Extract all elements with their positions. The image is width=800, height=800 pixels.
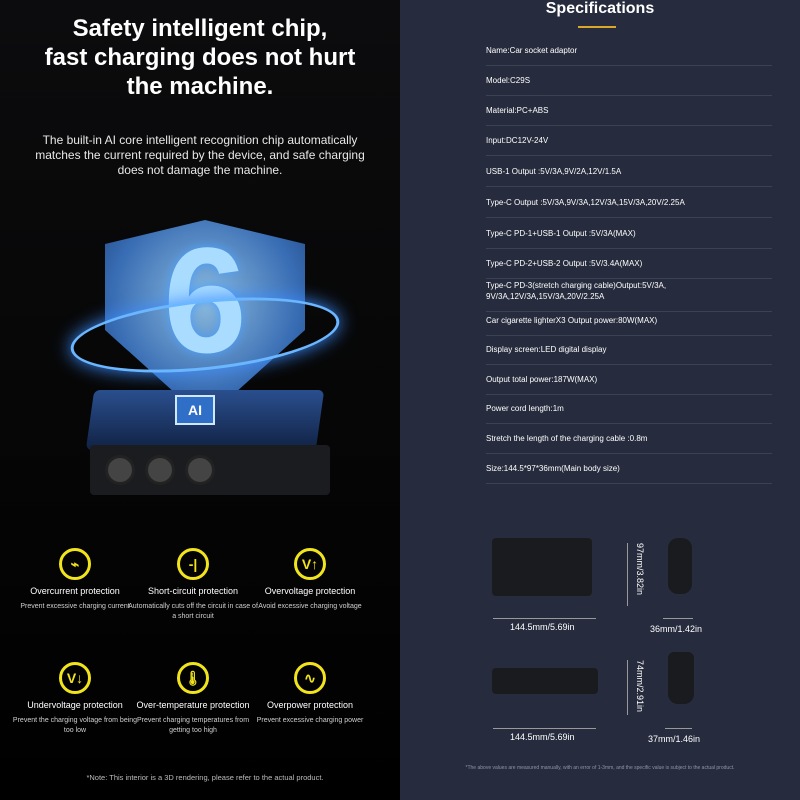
spec-row: Input:DC12V-24V (486, 135, 772, 156)
spec-row: Type-C PD-1+USB-1 Output :5V/3A(MAX) (486, 228, 772, 249)
headline: Safety intelligent chip, fast charging does not hurt the machine. (44, 15, 356, 100)
ai-chip-icon: AI (175, 395, 215, 425)
feature-description: Avoid excessive charging voltage (258, 603, 362, 610)
spec-row: Size:144.5*97*36mm(Main body size) (486, 463, 772, 484)
feature-name: Undervoltage protection (27, 700, 123, 710)
spec-row: Name:Car socket adaptor (486, 45, 772, 66)
headline-description: The built-in AI core intelligent recognition chip automatically matches the current required by the device, and safe charging does not damage the machine. (35, 133, 365, 177)
dim-line (665, 728, 692, 729)
spec-row: Stretch the length of the charging cable :0.8m (486, 433, 772, 454)
spec-row: Power cord length:1m (486, 403, 772, 424)
specs-title: Specifications (545, 0, 655, 17)
voltage-up-icon: V↑ (294, 548, 326, 580)
shield-pulse-icon: ⌁ (59, 548, 91, 580)
feature-item (245, 548, 375, 612)
dim-line (663, 618, 693, 619)
feature-item (10, 662, 140, 736)
spec-row: Type-C PD-2+USB-2 Output :5V/3.4A(MAX) (486, 258, 772, 279)
dim-top-width: 144.5mm/5.69in (510, 622, 575, 632)
thermometer-icon: 🌡 (177, 662, 209, 694)
dim-side-width: 36mm/1.42in (650, 624, 703, 634)
feature-name: Overpower protection (266, 700, 354, 710)
feature-name: Over-temperature protection (136, 700, 250, 710)
feature-item (10, 548, 140, 612)
spec-row: Type-C Output :5V/3A,9V/3A,12V/3A,15V/3A,20V/2.25A (486, 197, 772, 218)
front-view-product (492, 668, 598, 694)
spec-row: Car cigarette lighterX3 Output power:80W(MAX) (486, 315, 772, 336)
feature-name: Overcurrent protection (30, 586, 120, 596)
side-view-product (668, 538, 692, 594)
spec-row: Material:PC+ABS (486, 105, 772, 126)
feature-description: Prevent charging temperatures from getting too high (136, 717, 250, 734)
feature-name: Short-circuit protection (147, 586, 239, 596)
voltage-down-icon: V↓ (59, 662, 91, 694)
dim-line (627, 543, 628, 606)
dim-line (493, 728, 596, 729)
feature-description: Automatically cuts off the circuit in case of a short circuit (128, 603, 258, 620)
dim-front-width: 144.5mm/5.69in (510, 732, 575, 742)
dim-line (493, 618, 596, 619)
render-note: *Note: This interior is a 3D rendering, please refer to the actual product. (86, 773, 324, 782)
spec-row: Output total power:187W(MAX) (486, 374, 772, 395)
hero-product-image (60, 200, 350, 530)
dim-top-height: 97mm/3.82in (635, 543, 645, 596)
feature-item (245, 662, 375, 726)
spec-row: Type-C PD-3(stretch charging cable)Output:5V/3A, 9V/3A,12V/3A,15V/3A,20V/2.25A (486, 280, 772, 312)
feature-item (128, 548, 258, 622)
spec-row: Display screen:LED digital display (486, 344, 772, 365)
feature-name: Overvoltage protection (264, 586, 356, 596)
dim-line (627, 660, 628, 715)
dim-front-height: 74mm/2.91in (635, 660, 645, 713)
title-underline (578, 26, 616, 28)
device-body (90, 445, 330, 495)
short-circuit-icon: -| (177, 548, 209, 580)
hero-number: 6 (163, 216, 247, 384)
feature-description: Prevent the charging voltage from being too low (12, 717, 138, 734)
measurement-disclaimer: *The above values are measured manually, with an error of 1-3mm, and the specific value is subject to the actual product. (465, 765, 735, 771)
top-view-product (492, 538, 592, 596)
spec-row: Model:C29S (486, 75, 772, 96)
power-pulse-icon: ∿ (294, 662, 326, 694)
feature-description: Prevent excessive charging current (20, 603, 130, 610)
dim-plug-width: 37mm/1.46in (648, 734, 701, 744)
plug-view-product (668, 652, 694, 704)
feature-item (128, 662, 258, 736)
spec-row: USB-1 Output :5V/3A,9V/2A,12V/1.5A (486, 166, 772, 187)
feature-description: Prevent excessive charging power (256, 717, 364, 724)
